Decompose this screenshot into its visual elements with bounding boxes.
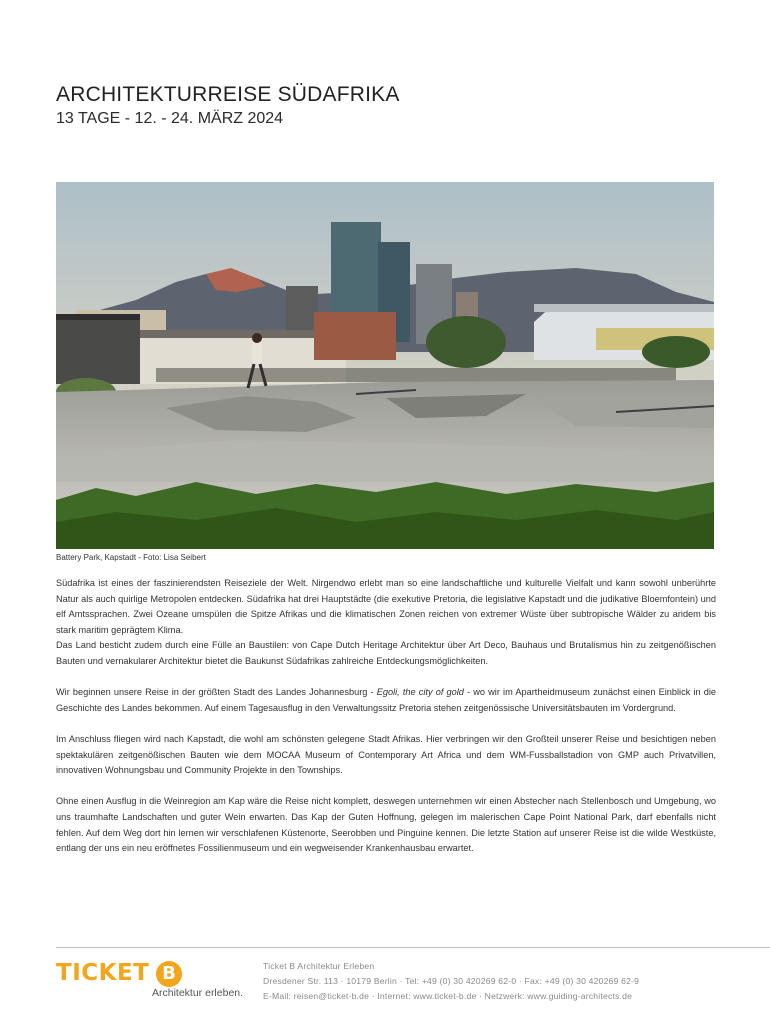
paragraph-architecture: Das Land besticht zudem durch eine Fülle an Baustilen: von Cape Dutch Heritage Architektur über Art Deco, Bauhaus und Brutalismus hin zu zeitgenößischen Bauten und vernakularer Architektur bietet die Baukunst Südafrikas zahlreiche Entdeckungsmöglichkeiten.: [56, 640, 716, 666]
paragraph-johannesburg-start: Wir beginnen unsere Reise in der größten Stadt des Landes Johannesburg -: [56, 687, 377, 698]
contact-company: Ticket B Architektur Erleben: [263, 961, 375, 971]
hero-photo: [56, 182, 714, 549]
contact-email-web: E-Mail: reisen@ticket-b.de · Internet: www.ticket-b.de · Netzwerk: www.guiding-architects.de: [263, 991, 633, 1001]
logo-b-circle-icon: B: [156, 961, 182, 987]
ticket-b-logo: [56, 960, 246, 1002]
logo-tagline: Architektur erleben.: [152, 987, 244, 999]
paragraph-kapstadt: Im Anschluss fliegen wird nach Kapstadt, die wohl am schönsten gelegene Stadt Afrikas. Hier verbringen wir den Großteil unserer Reise und besichtigen neben spektakulären zeitgenößischen Bauten wie dem MOCAA Museum of Contemporary Art Africa und dem WM-Fussballstadion von GMP auch Privatvillen, innovativen Wohnungsbau und Community Projekte in den Townships.: [56, 733, 716, 776]
paragraph-intro: Südafrika ist eines der faszinierendsten Reiseziele der Welt. Nirgendwo erlebt man so eine landschaftliche und kulturelle Vielfalt und kann sowohl unberührte Natur als auch quirlige Metropolen entdecken. Südafrika hat drei Hauptstädte (die exekutive Pretoria, die legislative Kapstadt und die judikative Bloemfontein) und elf Amtssprachen. Zwei Ozeane umspülen die Spitze Afrikas und die klimatischen Zonen reichen von extremer Wüste über subtropische Wälder zu aridem bis stark maritim geprägtem Klima.: [56, 578, 716, 635]
paragraph-weinregion: Ohne einen Ausflug in die Weinregion am Kap wäre die Reise nicht komplett, deswegen unternehmen wir einen Abstecher nach Stellenbosch und Umgebung, wo uns traumhafte Landschaften und guter Wein erwarten. Das Kap der Guten Hoffnung, gelegen im malerischen Cape Point National Park, darf ebenfalls nicht fehlen. Auf dem Weg dort hin lernen wir verschlafenen Küstenorte, Seerobben und Pinguine kennen. Die letzte Station auf unserer Reise ist die wilde Westküste, entlang der uns ein neu eröffnetes Fossilienmuseum und ein wegweisender Krankenhausbau erwartet.: [56, 796, 716, 854]
contact-address-phone: Dresdener Str. 113 · 10179 Berlin · Tel: +49 (0) 30 420269 62-0 · Fax: +49 (0) 30 420269 62-9: [263, 976, 640, 986]
footer-contact: [263, 959, 723, 1004]
photo-caption: Battery Park, Kapstadt - Foto: Lisa Seibert: [56, 553, 206, 562]
paragraph-johannesburg: [56, 685, 716, 716]
egoli-italic: Egoli, the city of gold: [376, 687, 464, 698]
logo-wordmark: TICKET: [56, 960, 150, 986]
page-title: ARCHITEKTURREISE SÜDAFRIKA: [56, 83, 400, 106]
footer-divider: [56, 947, 770, 948]
paragraph-johannesburg-end: - wo wir im Apartheidmuseum zunächst einen Einblick in die Geschichte des Landes bekommen. Auf einem Tagesausflug in den Verwaltungssitz Pretoria stehen zeitgenössische Universitätsbauten im Vordergrund.: [56, 687, 716, 713]
trip-dates-subtitle: 13 TAGE - 12. - 24. MÄRZ 2024: [56, 110, 284, 127]
body-text: [56, 576, 716, 872]
